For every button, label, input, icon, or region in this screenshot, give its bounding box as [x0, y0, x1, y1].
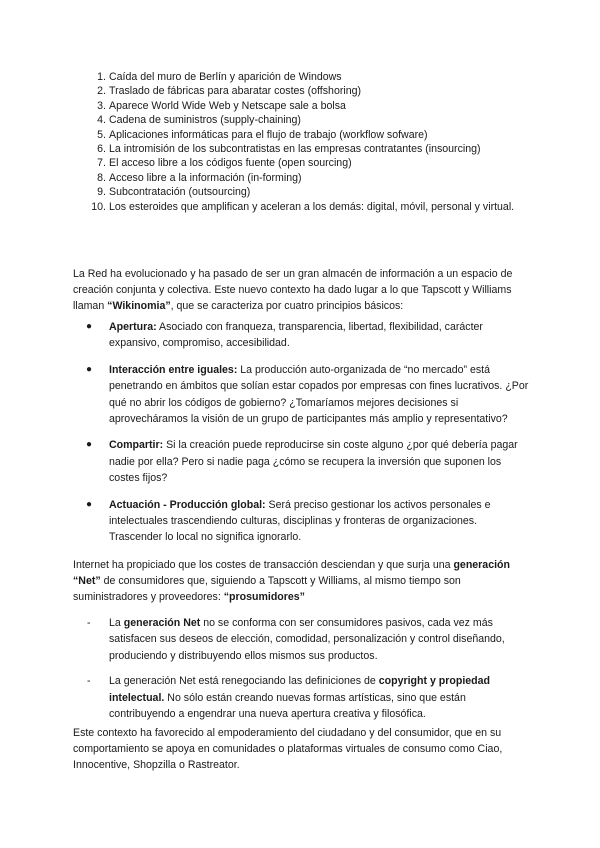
net-generation-list [86, 615, 531, 731]
item-number: 4. [97, 114, 106, 127]
item-number: 6. [97, 143, 106, 156]
item-text: El acceso libre a los códigos fuente (open sourcing) [109, 157, 352, 170]
list-item [84, 156, 524, 170]
item-text: Subcontratación (outsourcing) [109, 186, 251, 199]
list-item [84, 171, 524, 185]
item-number: 10. [91, 200, 106, 213]
numbered-list [84, 70, 524, 214]
item-number: 7. [97, 157, 106, 170]
list-item: ● Compartir: Si la creación puede reproducirse sin coste alguno ¿por qué debería pagar nadie por ella? Pero si nadie paga ¿cómo se recupera la inversión que suponen los costes fijos? [86, 439, 518, 485]
wikinomia-paragraph: La Red ha evolucionado y ha pasado de ser un gran almacén de información a un espacio de creación conjunta y colectiva. Este nuevo contexto ha dado lugar a lo que Tapscott y Williams llaman “Wikinomia”, que se caracteriza por cuatro principios básicos: [73, 268, 513, 312]
bullet-icon: ● [86, 498, 93, 510]
generation-net-term: generación “Net” [73, 559, 510, 587]
principle-term: Actuación - Producción global: [109, 498, 266, 511]
list-item: ● Interacción entre iguales: La producción auto-organizada de “no mercado” está penetrando en ámbitos que solían estar copados por empresas con fines lucrativos. ¿Por qué no abrir los códigos de gobierno? ¿Tomaríamos mejores decisiones si aprovecháramos la visión de un grupo de participantes más amplio y representativo? [86, 363, 529, 426]
empowerment-paragraph: Este contexto ha favorecido al empoderamiento del ciudadano y del consumidor, que en su comportamiento se apoya en comunidades o plataformas virtuales de consumo como Ciao, Innocentive, Shopzilla o Rastreator. [73, 727, 503, 771]
prosumidores-term: “prosumidores” [223, 591, 305, 603]
item-text: Aplicaciones informáticas para el flujo de trabajo (workflow sofware) [109, 128, 428, 141]
list-item: ● Actuación - Producción global: Será preciso gestionar los activos personales e intelectuales trascendiendo culturas, disciplinas y fronteras de organizaciones. Trascender lo local no significa ignorarlo. [86, 498, 491, 544]
principle-term: Compartir: [109, 439, 164, 452]
prosumidores-paragraph: Internet ha propiciado que los costes de transacción desciendan y que surja una generación “Net” de consumidores que, siguiendo a Tapscott y Williams, al mismo tiempo son suministradores y proveedores: “prosumidores” [73, 559, 510, 603]
principle-term: Apertura: [109, 321, 157, 333]
item-number: 8. [97, 171, 106, 184]
list-item: - La generación Net está renegociando las definiciones de copyright y propiedad intelectual. No sólo están creando nuevas formas artísticas, sino que están contribuyendo a engendrar una nueva apertura creativa y filosófica. [87, 675, 490, 721]
item-number: 5. [97, 128, 106, 141]
list-item [84, 113, 524, 127]
list-item: ● Apertura: Asociado con franqueza, transparencia, libertad, flexibilidad, carácter expansivo, compromiso, accesibilidad. [86, 321, 483, 350]
item-text: La intromisión de los subcontratistas en las empresas contratantes (insourcing) [109, 143, 481, 156]
list-item [84, 200, 524, 214]
list-item [84, 70, 524, 84]
bullet-icon: ● [86, 363, 93, 375]
item-number: 2. [97, 85, 106, 98]
item-text: Caída del muro de Berlín y aparición de Windows [109, 71, 342, 83]
item-text: Cadena de suministros (supply-chaining) [109, 114, 301, 127]
list-item [84, 128, 524, 142]
principles-list [86, 319, 531, 556]
item-number: 9. [97, 186, 106, 199]
wikinomia-term: “Wikinomia” [107, 300, 171, 312]
item-text: Aparece World Wide Web y Netscape sale a bolsa [109, 99, 346, 112]
item-text: Los esteroides que amplifican y aceleran a los demás: digital, móvil, personal y virtual. [109, 200, 515, 213]
dash-icon: - [87, 675, 91, 688]
bullet-icon: ● [86, 321, 93, 332]
bullet-icon: ● [86, 439, 93, 451]
item-number: 3. [97, 99, 106, 112]
item-number: 1. [97, 71, 106, 83]
list-item [84, 185, 524, 199]
list-item [84, 99, 524, 113]
list-item [84, 84, 524, 98]
principle-term: Interacción entre iguales: [109, 363, 238, 376]
list-item [84, 142, 524, 156]
item-text: Acceso libre a la información (in-forming) [109, 171, 302, 184]
dash-icon: - [87, 617, 91, 629]
list-item: - La generación Net no se conforma con ser consumidores pasivos, cada vez más satisfacen sus deseos de elección, comodidad, personalización y control diseñando, produciendo y distribuyendo ellos mismos sus productos. [87, 617, 505, 662]
item-text: Traslado de fábricas para abaratar costes (offshoring) [109, 85, 362, 98]
